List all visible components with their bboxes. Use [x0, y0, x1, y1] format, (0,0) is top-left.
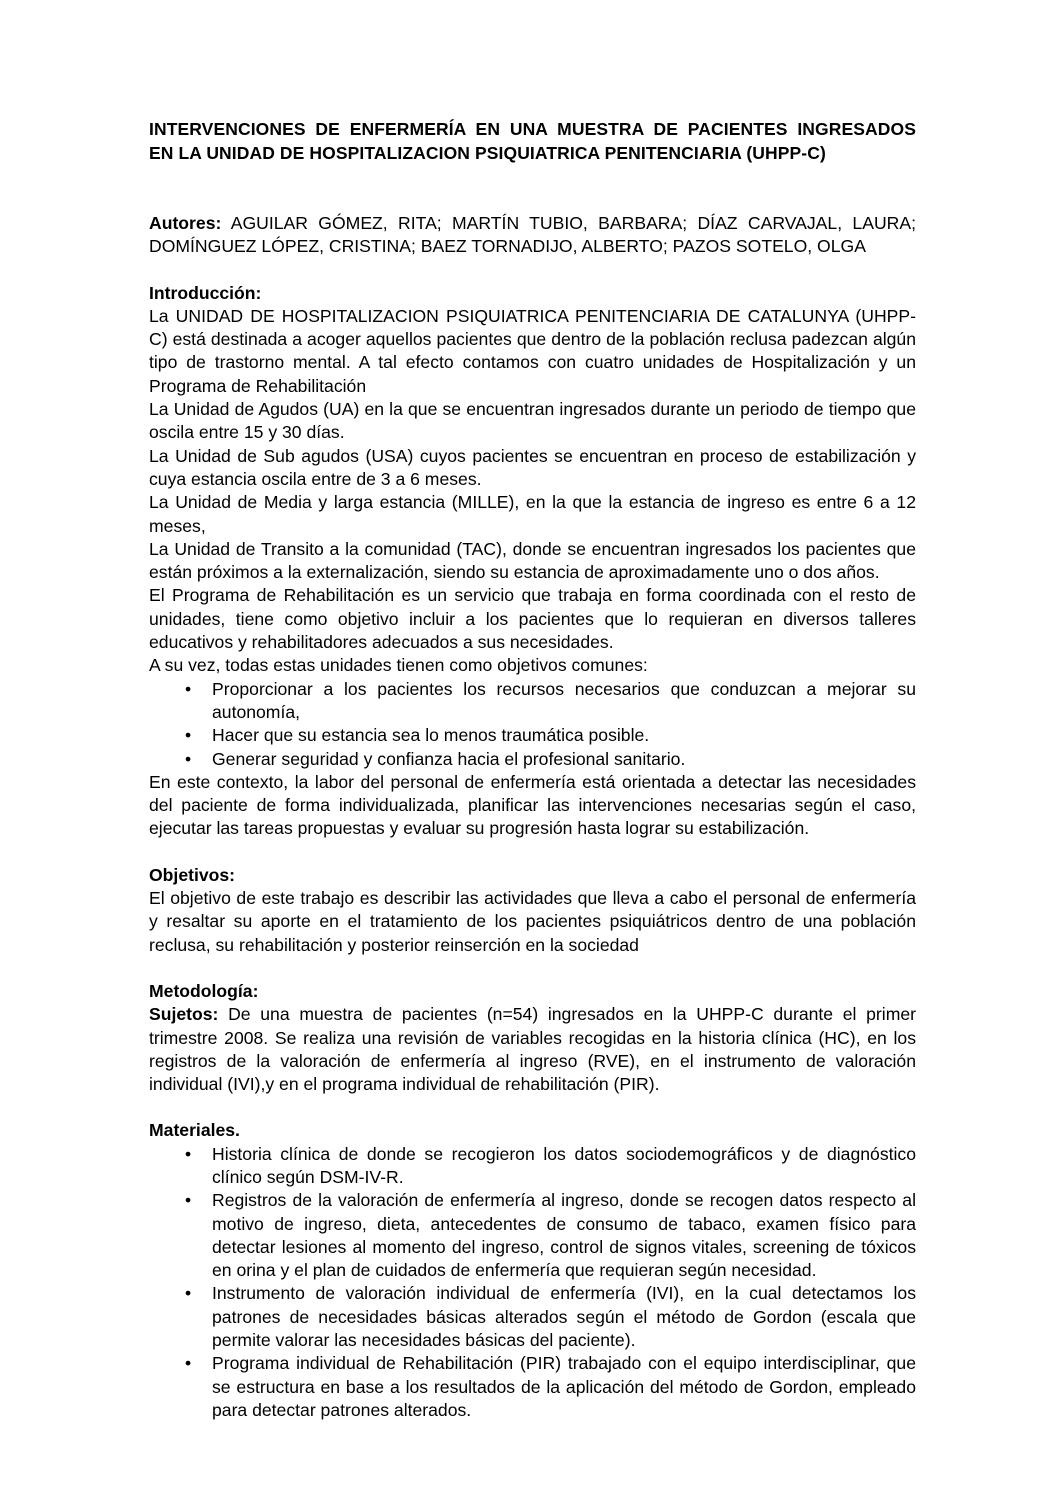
spacer-before-metodologia [149, 957, 916, 980]
introduccion-paragraph-7: A su vez, todas estas unidades tienen como objetivos comunes: [149, 655, 648, 676]
introduccion-paragraph-6: El Programa de Rehabilitación es un servicio que trabaja en forma coordinada con el resto de unidades, tiene como objetivo incluir a los pacientes que lo requieran en diversos talleres educativos y rehabilitadores adecuados a sus necesidades. [149, 585, 916, 653]
page-title [149, 118, 916, 165]
authors-label: Autores: [149, 213, 222, 233]
bullet-icon: • [185, 1143, 192, 1164]
spacer-before-objetivos [149, 841, 916, 864]
bullet-icon: • [185, 678, 192, 699]
introduccion-paragraph-4: La Unidad de Media y larga estancia (MILLE), en la que la estancia de ingreso es entre 6 a 12 meses, [149, 492, 916, 536]
list-item-text: Proporcionar a los pacientes los recursos necesarios que conduzcan a mejorar su autonomía, [212, 678, 916, 722]
spacer-after-authors [149, 259, 916, 282]
introduccion-paragraph-1: La UNIDAD DE HOSPITALIZACION PSIQUIATRICA PENITENCIARIA DE CATALUNYA (UHPP-C) está destinada a acoger aquellos pacientes que dentro de la población reclusa padezcan algún tipo de trastorno mental. A tal efecto contamos con cuatro unidades de Hospitalización y un Programa de Rehabilitación [149, 305, 916, 396]
bullet-icon: • [185, 1190, 192, 1211]
introduccion-paragraph-5: La Unidad de Transito a la comunidad (TAC), donde se encuentran ingresados los pacientes que están próximos a la externalización, siendo su estancia de aproximadamente uno o dos años. [149, 538, 916, 583]
section-heading-metodologia: Metodología: [149, 980, 259, 1001]
objetivos-paragraph: El objetivo de este trabajo es describir las actividades que lleva a cabo el personal de enfermería y resaltar su aporte en el tratamiento de los pacientes psiquiátricos dentro de una población reclusa, su rehabilitación y posterior reinserción en la sociedad [149, 888, 916, 955]
list-item [149, 748, 916, 771]
introduccion-paragraph-2: La Unidad de Agudos (UA) en la que se encuentran ingresados durante un periodo de tiempo que oscila entre 15 y 30 días. [149, 399, 916, 443]
list-item-text: Programa individual de Rehabilitación (PIR) trabajado con el equipo interdisciplinar, que se estructura en base a los resultados de la aplicación del método de Gordon, empleado para detectar patrones alterados. [212, 1353, 916, 1420]
sujetos-text: De una muestra de pacientes (n=54) ingresados en la UHPP-C durante el primer trimestre 2008. Se realiza una revisión de variables recogidas en la historia clínica (HC), en los registros de la valoración de enfermería al ingreso (RVE), en el instrumento de valoración individual (IVI),y en el programa individual de rehabilitación (PIR). [149, 1004, 916, 1095]
bullet-icon: • [185, 748, 192, 769]
list-item [149, 1352, 916, 1422]
materiales-list [149, 1143, 916, 1423]
list-item-text: Generar seguridad y confianza hacia el profesional sanitario. [212, 748, 686, 769]
section-heading-introduccion: Introducción: [149, 282, 262, 303]
page-title-line-1: INTERVENCIONES DE ENFERMERÍA EN UNA MUESTRA DE PACIENTES INGRESADOS [149, 119, 916, 139]
introduccion-paragraph-3: La Unidad de Sub agudos (USA) cuyos pacientes se encuentran en proceso de estabilización y cuya estancia oscila entre de 3 a 6 meses. [149, 445, 916, 489]
list-item [149, 678, 916, 725]
authors-line [149, 212, 916, 259]
list-item-text: Historia clínica de donde se recogieron los datos sociodemográficos y de diagnóstico clínico según DSM-IV-R. [212, 1143, 916, 1187]
list-item [149, 724, 916, 747]
document-content [149, 118, 916, 1422]
introduccion-closing-paragraph: En este contexto, la labor del personal de enfermería está orientada a detectar las necesidades del paciente de forma individualizada, planificar las intervenciones necesarias según el caso, ejecutar las tareas propuestas y evaluar su progresión hasta lograr su estabilización. [149, 771, 916, 839]
list-item [149, 1189, 916, 1282]
spacer-before-materiales [149, 1096, 916, 1119]
list-item-text: Instrumento de valoración individual de enfermería (IVI), en la cual detectamos los patrones de necesidades básicas alterados según el método de Gordon (escala que permite valorar las necesidades básicas del paciente). [212, 1283, 916, 1351]
sujetos-label: Sujetos: [149, 1004, 219, 1025]
metodologia-sujetos-paragraph [149, 1003, 916, 1096]
bullet-icon: • [185, 1283, 192, 1304]
list-item-text: Hacer que su estancia sea lo menos traumática posible. [212, 725, 650, 746]
spacer-after-title [149, 165, 916, 212]
section-heading-materiales: Materiales. [149, 1120, 240, 1141]
bullet-icon: • [185, 1353, 192, 1374]
list-item [149, 1282, 916, 1352]
section-heading-objetivos: Objetivos: [149, 864, 236, 885]
authors-names: AGUILAR GÓMEZ, RITA; MARTÍN TUBIO, BARBARA; DÍAZ CARVAJAL, LAURA; DOMÍNGUEZ LÓPEZ, CRISTINA; BAEZ TORNADIJO, ALBERTO; PAZOS SOTELO, OLGA [149, 213, 916, 257]
page-title-line-2: EN LA UNIDAD DE HOSPITALIZACION PSIQUIATRICA PENITENCIARIA (UHPP-C) [149, 142, 826, 163]
bullet-icon: • [185, 725, 192, 746]
list-item [149, 1143, 916, 1190]
objetivos-comunes-list [149, 678, 916, 771]
list-item-text: Registros de la valoración de enfermería al ingreso, donde se recogen datos respecto al motivo de ingreso, dieta, antecedentes de consumo de tabaco, examen físico para detectar lesiones al momento del ingreso, control de signos vitales, screening de tóxicos en orina y el plan de cuidados de enfermería que requieran según necesidad. [212, 1190, 916, 1281]
